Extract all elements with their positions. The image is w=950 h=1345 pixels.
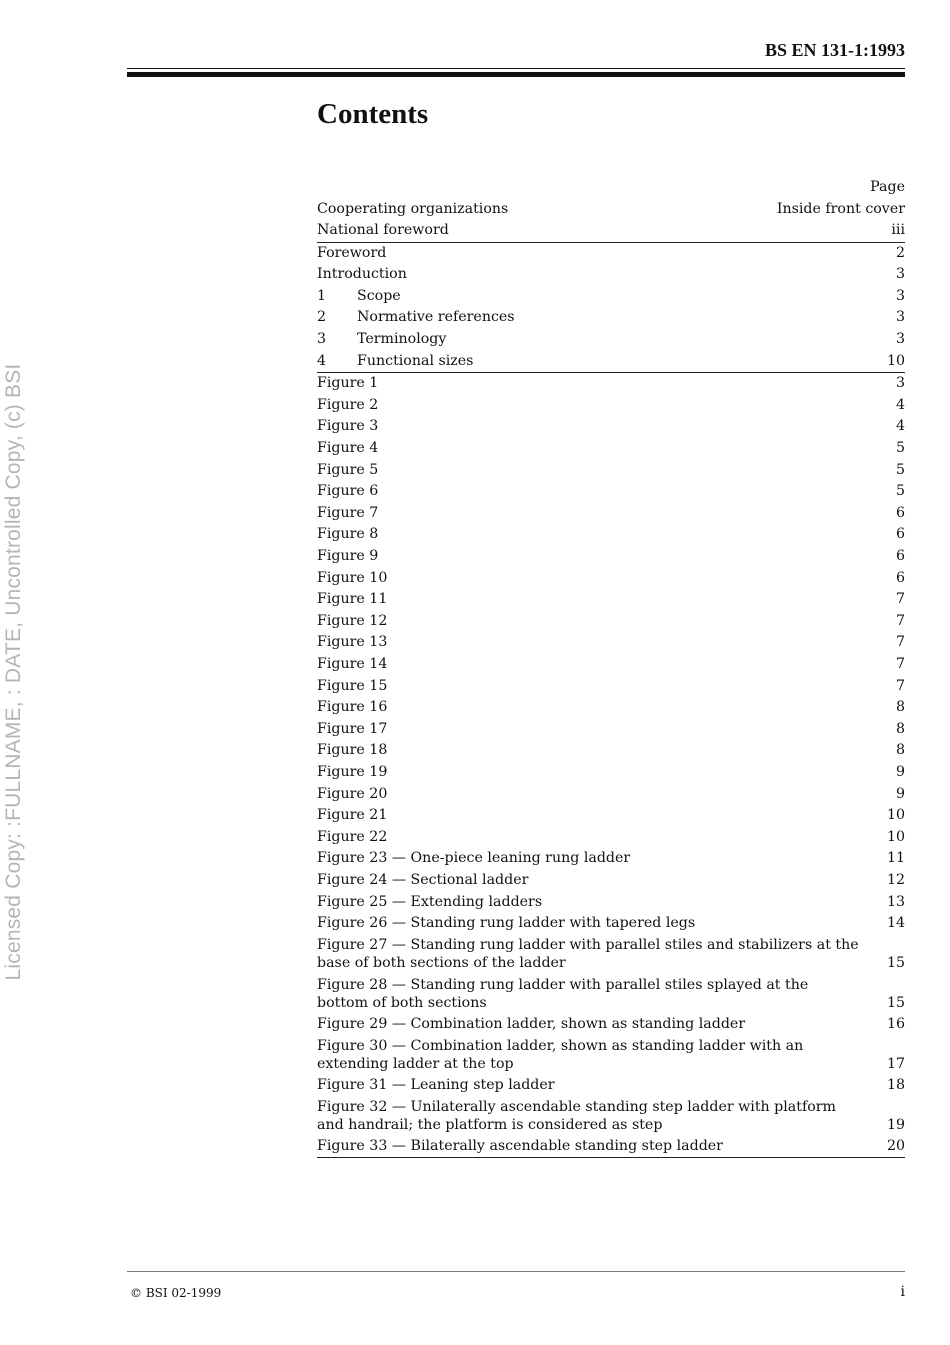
toc-entry-title: Figure 23 — One-piece leaning rung ladder bbox=[317, 850, 631, 867]
toc-entry-title: Figure 25 — Extending ladders bbox=[317, 893, 543, 910]
toc-entry[interactable] bbox=[317, 892, 905, 914]
toc-entry[interactable] bbox=[317, 719, 905, 741]
toc-entry[interactable] bbox=[317, 870, 905, 892]
toc-entry-title: Figure 12 bbox=[317, 612, 388, 629]
footer-copyright: © BSI 02-1999 bbox=[130, 1286, 222, 1300]
toc-entry[interactable] bbox=[317, 546, 905, 568]
header-rule-thin bbox=[127, 68, 905, 69]
toc-entry-page: 10 bbox=[886, 807, 905, 824]
footer-rule bbox=[127, 1271, 905, 1272]
toc-entry[interactable] bbox=[317, 1075, 905, 1097]
toc-entry-page: 3 bbox=[895, 375, 905, 392]
toc-entry-page: iii bbox=[891, 222, 905, 239]
toc-entry-page: 8 bbox=[895, 699, 905, 716]
toc-entry[interactable] bbox=[317, 827, 905, 849]
toc-groups bbox=[317, 199, 905, 1159]
toc-entry-page: 10 bbox=[886, 828, 905, 845]
toc-entry[interactable] bbox=[317, 784, 905, 806]
toc-entry[interactable] bbox=[317, 460, 905, 482]
toc-entry-title: Figure 4 bbox=[317, 440, 379, 457]
toc-entry[interactable] bbox=[317, 1136, 905, 1158]
toc-entry[interactable] bbox=[317, 373, 905, 395]
toc-entry-page: 11 bbox=[886, 850, 905, 867]
toc-entry-page: 14 bbox=[886, 915, 905, 932]
toc-entry-page: 2 bbox=[895, 244, 905, 261]
toc-entry-page: 8 bbox=[895, 742, 905, 759]
toc-entry-title: Figure 28 — Standing rung ladder with parallel stiles splayed at the bottom of both sections bbox=[317, 976, 809, 1011]
toc-clause-title: Terminology bbox=[357, 331, 447, 348]
toc-entry[interactable] bbox=[317, 199, 905, 221]
toc-entry-page: 6 bbox=[895, 569, 905, 586]
toc-clause-number: 3 bbox=[317, 331, 327, 348]
toc-group bbox=[317, 243, 905, 374]
toc-entry[interactable] bbox=[317, 848, 905, 870]
toc-clause-number: 2 bbox=[317, 309, 327, 326]
toc-entry[interactable] bbox=[317, 307, 905, 329]
toc-entry-title bbox=[317, 351, 887, 373]
toc-entry-title: Foreword bbox=[317, 244, 387, 261]
toc-entry-title: Figure 18 bbox=[317, 742, 388, 759]
toc-entry-title: Figure 31 — Leaning step ladder bbox=[317, 1076, 555, 1093]
page-title: Contents bbox=[317, 98, 429, 130]
toc-entry[interactable] bbox=[317, 351, 905, 373]
toc-clause-title: Scope bbox=[357, 287, 401, 304]
toc-entry-title: Figure 19 bbox=[317, 763, 388, 780]
toc-entry-title: Figure 15 bbox=[317, 677, 388, 694]
toc-entry[interactable] bbox=[317, 611, 905, 633]
toc-entry[interactable] bbox=[317, 805, 905, 827]
toc-entry[interactable] bbox=[317, 974, 905, 1014]
toc-entry[interactable] bbox=[317, 438, 905, 460]
toc-clause-title: Functional sizes bbox=[357, 352, 474, 369]
toc-entry-title: Cooperating organizations bbox=[317, 200, 509, 217]
toc-entry-page: 18 bbox=[886, 1076, 905, 1093]
toc-entry[interactable] bbox=[317, 243, 905, 265]
toc-entry-title: Figure 6 bbox=[317, 483, 379, 500]
toc-entry-title: Figure 9 bbox=[317, 548, 379, 564]
toc-entry[interactable] bbox=[317, 762, 905, 784]
footer-page-number: i bbox=[900, 1284, 905, 1300]
toc-entry-page: 20 bbox=[886, 1137, 905, 1154]
toc-entry[interactable] bbox=[317, 264, 905, 286]
toc-entry[interactable] bbox=[317, 935, 905, 975]
toc-entry[interactable] bbox=[317, 481, 905, 503]
toc-entry-page: 17 bbox=[886, 1055, 905, 1072]
watermark-text: Licensed Copy: :FULLNAME, : DATE, Uncontrolled Copy, (c) BSI bbox=[2, 363, 25, 981]
toc-entry-page: Inside front cover bbox=[776, 200, 905, 217]
toc-entry-title: Figure 16 bbox=[317, 699, 388, 716]
toc-entry-page: 9 bbox=[895, 763, 905, 780]
toc-entry-page: 12 bbox=[886, 871, 905, 888]
toc-entry-title: Figure 22 bbox=[317, 828, 388, 845]
toc-entry-title: Figure 13 bbox=[317, 634, 388, 651]
toc-entry-title bbox=[317, 286, 896, 308]
toc-entry[interactable] bbox=[317, 589, 905, 611]
toc-entry-page: 19 bbox=[886, 1116, 905, 1133]
toc-entry-title: Figure 32 — Unilaterally ascendable standing step ladder with platform and handrail; the platform is considered as step bbox=[317, 1098, 836, 1133]
toc-entry[interactable] bbox=[317, 913, 905, 935]
toc-entry-page: 7 bbox=[895, 612, 905, 629]
toc-entry-title: Introduction bbox=[317, 266, 407, 283]
toc-entry-title: Figure 5 bbox=[317, 461, 379, 478]
toc-entry-title: Figure 3 bbox=[317, 418, 379, 435]
toc-entry-page: 7 bbox=[895, 634, 905, 651]
toc-entry-title bbox=[317, 329, 896, 351]
toc-entry-page: 7 bbox=[895, 677, 905, 694]
toc-group bbox=[317, 199, 905, 243]
header-rule-thick bbox=[127, 72, 905, 77]
toc-entry-page: 16 bbox=[886, 1015, 905, 1032]
toc-entry-title: Figure 14 bbox=[317, 655, 388, 672]
toc-entry-title: Figure 20 bbox=[317, 785, 388, 802]
toc-entry-page: 7 bbox=[895, 591, 905, 608]
toc-entry-title bbox=[317, 307, 896, 329]
toc-entry-title: Figure 30 — Combination ladder, shown as standing ladder with an extending ladder at the top bbox=[317, 1037, 804, 1072]
toc-entry[interactable] bbox=[317, 740, 905, 762]
toc-entry-title: Figure 11 bbox=[317, 591, 388, 608]
toc-entry-title: Figure 21 bbox=[317, 807, 388, 824]
toc-entry[interactable] bbox=[317, 697, 905, 719]
document-id: BS EN 131-1:1993 bbox=[764, 40, 905, 60]
toc-entry-page: 6 bbox=[895, 548, 905, 564]
toc-entry-page: 5 bbox=[895, 440, 905, 457]
toc-entry-title: Figure 10 bbox=[317, 569, 388, 586]
toc-entry-page: 7 bbox=[895, 655, 905, 672]
toc-entry[interactable] bbox=[317, 503, 905, 525]
toc-entry-page: 6 bbox=[895, 504, 905, 521]
toc-entry-page: 6 bbox=[895, 526, 905, 543]
toc-entry[interactable] bbox=[317, 676, 905, 698]
toc-entry-page: 4 bbox=[895, 396, 905, 413]
toc-clause-number: 4 bbox=[317, 352, 327, 369]
toc-entry[interactable] bbox=[317, 524, 905, 546]
toc-entry-page: 3 bbox=[895, 287, 905, 304]
toc-entry-page: 8 bbox=[895, 720, 905, 737]
toc-entry[interactable] bbox=[317, 568, 905, 590]
toc-group bbox=[317, 373, 905, 1158]
toc-entry-title: Figure 7 bbox=[317, 504, 379, 521]
toc-entry-page: 15 bbox=[886, 994, 905, 1011]
toc-entry-page: 3 bbox=[895, 309, 905, 326]
toc-entry[interactable] bbox=[317, 329, 905, 351]
toc-entry[interactable] bbox=[317, 632, 905, 654]
toc-entry-page: 5 bbox=[895, 461, 905, 478]
toc-entry-page: 9 bbox=[895, 785, 905, 802]
toc-entry-title: National foreword bbox=[317, 222, 449, 239]
toc-entry-page: 13 bbox=[886, 893, 905, 910]
toc-entry[interactable] bbox=[317, 395, 905, 417]
toc-entry-title: Figure 26 — Standing rung ladder with tapered legs bbox=[317, 915, 696, 932]
toc-entry-title: Figure 1 bbox=[317, 375, 379, 392]
table-of-contents bbox=[317, 177, 905, 1158]
toc-entry-title: Figure 27 — Standing rung ladder with parallel stiles and stabilizers at the base of both sections of the ladder bbox=[317, 937, 859, 972]
toc-clause-number: 1 bbox=[317, 287, 327, 304]
toc-entry-title: Figure 24 — Sectional ladder bbox=[317, 871, 529, 888]
toc-entry-title: Figure 29 — Combination ladder, shown as standing ladder bbox=[317, 1015, 746, 1032]
toc-entry-page: 10 bbox=[886, 352, 905, 369]
toc-clause-title: Normative references bbox=[357, 309, 515, 326]
toc-entry[interactable] bbox=[317, 1014, 905, 1036]
toc-entry-page: 4 bbox=[895, 418, 905, 435]
toc-entry[interactable] bbox=[317, 286, 905, 308]
toc-entry-page: 3 bbox=[895, 266, 905, 283]
toc-entry[interactable] bbox=[317, 654, 905, 676]
toc-entry-page: 15 bbox=[886, 955, 905, 972]
page-column-heading: Page bbox=[870, 179, 905, 195]
toc-entry-title: Figure 8 bbox=[317, 526, 379, 543]
toc-entry-title: Figure 2 bbox=[317, 396, 379, 413]
toc-entry-title: Figure 33 — Bilaterally ascendable standing step ladder bbox=[317, 1137, 723, 1154]
toc-entry[interactable] bbox=[317, 1035, 905, 1075]
toc-entry[interactable] bbox=[317, 1096, 905, 1136]
toc-entry[interactable] bbox=[317, 220, 905, 242]
toc-entry-page: 5 bbox=[895, 483, 905, 500]
toc-entry[interactable] bbox=[317, 416, 905, 438]
toc-entry-page: 3 bbox=[895, 331, 905, 348]
toc-entry-title: Figure 17 bbox=[317, 720, 388, 737]
